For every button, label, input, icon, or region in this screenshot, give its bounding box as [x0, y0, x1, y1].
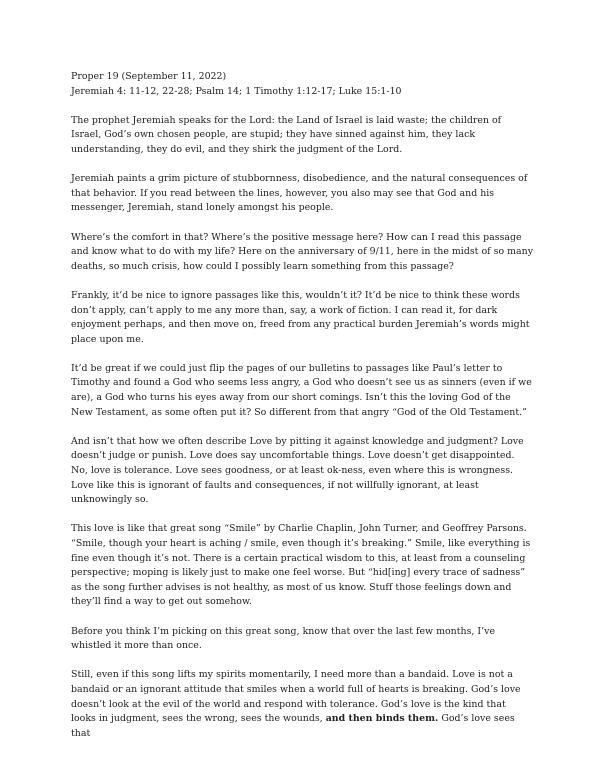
lectionary-readings: Jeremiah 4: 11-12, 22-28; Psalm 14; 1 Timothy 1:12-17; Luke 15:1-10 [71, 85, 402, 97]
paragraph: It’d be great if we could just flip the pages of our bulletins to passages like Paul’s letter to Timothy and found a God who seems less angry, a God who doesn’t see us as sinners (even if we are), a God who turns his eyes away from our short comings. Isn’t this the loving God of the New Testament, as some often put it? So different from that angry “God of the Old Testament.” [71, 362, 532, 418]
paragraph: Jeremiah paints a grim picture of stubbornness, disobedience, and the natural consequences of that behavior. If you read between the lines, however, you also may see that God and his messenger, Jeremiah, stand lonely amongst his people. [71, 173, 528, 214]
paragraph-text: God’s love sees that [71, 713, 515, 739]
sermon-date-title: Proper 19 (September 11, 2022) [71, 71, 227, 82]
paragraph: And isn’t that how we often describe Love by pitting it against knowledge and judgment? Love doesn’t judge or punish. Love does say uncomfortable things. Love doesn’t get disappointed. No, love is tolerance. Love sees goodness, or at least ok-ness, even where this is wrongness. Love like this is ignorant of faults and consequences, if not willfully ignorant, at least unknowingly so. [71, 435, 524, 506]
paragraph: This love is like that great song “Smile” by Charlie Chaplin, John Turner, and Geoffrey Parsons. “Smile, though your heart is aching / smile, even though it’s breaking.” Smile, like everything is fine even though it’s not. There is a certain practical wisdom to this, at least from a counseling perspective; moping is likely just to make one feel worse. But “hid[ing] every trace of sadness” as the song further advises is not healthy, as most of us know. Stuff those feelings down and they’ll find a way to get out somehow. [71, 523, 531, 608]
paragraph: Where’s the comfort in that? Where’s the positive message here? How can I read this passage and know what to do with my life? Here on the anniversary of 9/11, here in the midst of so many deaths, so much crisis, how could I possibly learn something from this passage? [71, 231, 534, 272]
paragraph: Frankly, it’d be nice to ignore passages like this, wouldn’t it? It’d be nice to think these words don’t apply, can’t apply to me any more than, say, a work of fiction. I can read it, for dark enjoyment perhaps, and then move on, freed from any practical burden Jeremiah’s words might place upon me. [71, 289, 530, 345]
paragraph-text: Still, even if this song lifts my spirits momentarily, I need more than a bandaid. Love is not a bandaid or an ignorant attitude that smiles when a world full of hearts is breaking. God’s love doesn’t look at the evil of the world and respond with tolerance. God’s love is the kind that looks in judgment, sees the wrong, sees the wounds, [71, 669, 521, 725]
paragraph: The prophet Jeremiah speaks for the Lord: the Land of Israel is laid waste; the children of Israel, God’s own chosen people, are stupid; they have sinned against him, they lack understanding, they do evil, and they shirk the judgment of the Lord. [71, 114, 502, 155]
emphasized-text: and then binds them. [325, 713, 439, 725]
sermon-text [71, 70, 533, 741]
paragraph: Before you think I’m picking on this great song, know that over the last few months, I’ve whistled it more than once. [71, 625, 496, 652]
paragraph-last [71, 668, 533, 741]
